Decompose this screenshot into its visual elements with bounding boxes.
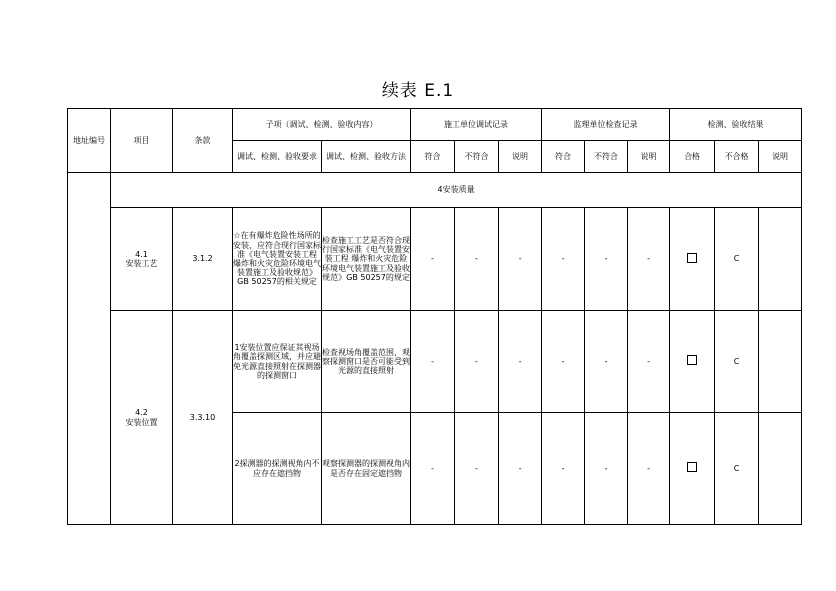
header-method: 调试、检测、验收方法: [322, 141, 411, 173]
section-title: 4安装质量: [111, 173, 802, 208]
header-item: 项目: [111, 109, 173, 173]
header-supervision-conform: 符合: [542, 141, 585, 173]
header-site-no: 地址编号: [68, 109, 111, 173]
row-requirement: 1安装位置应保证其视场角覆盖探测区域，并应避免光源直接照射在探测器的探测窗口: [233, 311, 322, 413]
supervision-note-cell[interactable]: -: [628, 311, 670, 413]
qualified-cell: [670, 208, 715, 311]
page-title: 续表 E.1: [381, 81, 455, 101]
construction-note-cell[interactable]: -: [499, 208, 542, 311]
unqualified-cell[interactable]: C: [715, 311, 759, 413]
row-method: 检查施工工艺是否符合现行国家标准《电气装置安装工程 爆炸和火灾危险环境电气装置施工及验收规范》GB 50257的规定: [322, 208, 411, 311]
unqualified-cell[interactable]: C: [715, 208, 759, 311]
inspection-table: [67, 108, 802, 525]
header-construction-note: 说明: [499, 141, 542, 173]
row-item-text: 4.2 安装位置: [125, 408, 158, 427]
supervision-note-cell[interactable]: -: [628, 208, 670, 311]
site-no-cell: [68, 173, 111, 525]
header-supervision-note: 说明: [628, 141, 670, 173]
header-result-note: 说明: [759, 141, 802, 173]
header-clause: 条款: [173, 109, 233, 173]
header-requirement: 调试、检测、验收要求: [233, 141, 322, 173]
construction-note-cell[interactable]: -: [499, 413, 542, 525]
header-subitem-group: 子项（调试、检测、验收内容）: [233, 109, 411, 141]
supervision-nonconform-cell[interactable]: -: [585, 413, 628, 525]
supervision-nonconform-cell[interactable]: -: [585, 311, 628, 413]
supervision-conform-cell[interactable]: -: [542, 413, 585, 525]
construction-nonconform-cell[interactable]: -: [455, 413, 499, 525]
qualified-checkbox[interactable]: [687, 462, 697, 472]
row-item-text: 4.1 安装工艺: [125, 249, 158, 268]
header-construction-group: 施工单位调试记录: [411, 109, 542, 141]
table-row: [68, 311, 802, 413]
header-supervision-nonconform: 不符合: [585, 141, 628, 173]
result-note-cell[interactable]: [759, 311, 802, 413]
table-row: [68, 208, 802, 311]
construction-conform-cell[interactable]: -: [411, 208, 455, 311]
header-unqualified: 不合格: [715, 141, 759, 173]
row-requirement: 2探测器的探测视角内不应存在遮挡物: [233, 413, 322, 525]
row-method: 检查视场角覆盖范围，观察探测窗口是否可能受到光源的直接照射: [322, 311, 411, 413]
header-row-1: [68, 109, 802, 141]
qualified-checkbox[interactable]: [687, 355, 697, 365]
header-construction-nonconform: 不符合: [455, 141, 499, 173]
row-item: [111, 208, 173, 311]
qualified-cell: [670, 311, 715, 413]
header-result-group: 检测、验收结果: [670, 109, 802, 141]
supervision-conform-cell[interactable]: -: [542, 311, 585, 413]
row-item: [111, 311, 173, 525]
construction-nonconform-cell[interactable]: -: [455, 311, 499, 413]
row-method: 观察探测器的探测视角内是否存在固定遮挡物: [322, 413, 411, 525]
supervision-note-cell[interactable]: -: [628, 413, 670, 525]
construction-conform-cell[interactable]: -: [411, 413, 455, 525]
supervision-conform-cell[interactable]: -: [542, 208, 585, 311]
row-clause: 3.1.2: [173, 208, 233, 311]
result-note-cell[interactable]: [759, 413, 802, 525]
qualified-cell: [670, 413, 715, 525]
header-supervision-group: 监理单位检查记录: [542, 109, 670, 141]
header-construction-conform: 符合: [411, 141, 455, 173]
construction-nonconform-cell[interactable]: -: [455, 208, 499, 311]
supervision-nonconform-cell[interactable]: -: [585, 208, 628, 311]
unqualified-cell[interactable]: C: [715, 413, 759, 525]
construction-conform-cell[interactable]: -: [411, 311, 455, 413]
row-requirement: ☆在有爆炸危险性场所的安装，应符合现行国家标准《电气装置安装工程 爆炸和火灾危险环境电气装置施工及验收规范》GB 50257的相关规定: [233, 208, 322, 311]
header-qualified: 合格: [670, 141, 715, 173]
construction-note-cell[interactable]: -: [499, 311, 542, 413]
section-row: [68, 173, 802, 208]
qualified-checkbox[interactable]: [687, 253, 697, 263]
row-clause: 3.3.10: [173, 311, 233, 525]
result-note-cell[interactable]: [759, 208, 802, 311]
